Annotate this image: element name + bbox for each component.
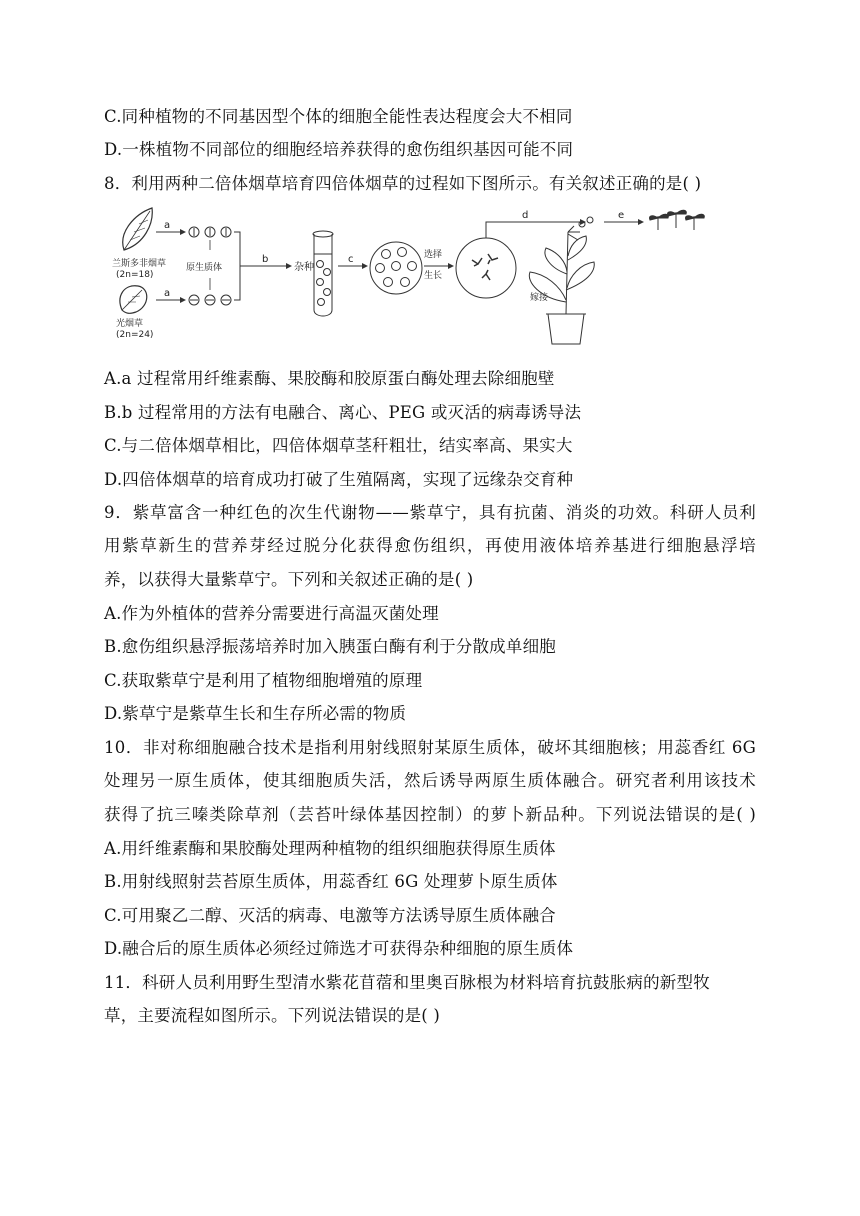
- q10-stem-line-2: 处理另一原生质体，使其细胞质失活，然后诱导两原生质体融合。研究者利用该技术: [104, 771, 756, 790]
- test-tube-icon: [313, 231, 333, 316]
- protoplasts-top: [189, 227, 231, 237]
- step-a-bottom: a: [164, 288, 171, 299]
- protoplasts-bottom: [189, 295, 231, 305]
- line-d-option-prev: D.一株植物不同部位的细胞经培养获得的愈伤组织基因可能不同: [104, 140, 574, 159]
- plate-icon: [456, 238, 516, 298]
- q8-option-d: D.四倍体烟草的培育成功打破了生殖隔离，实现了远缘杂交育种: [104, 470, 574, 489]
- step-d: d: [522, 210, 529, 221]
- q11-stem-line-2: 草，主要流程如图所示。下列说法错误的是( ): [104, 1006, 441, 1025]
- q9-option-d: D.紫草宁是紫草生长和生存所必需的物质: [104, 704, 407, 723]
- step-e: e: [618, 210, 625, 221]
- q9-option-a: A.作为外植体的营养分需要进行高温灭菌处理: [104, 604, 439, 623]
- q9-option-c: C.获取紫草宁是利用了植物细胞增殖的原理: [104, 671, 423, 690]
- protoplast-label: 原生质体: [186, 263, 223, 273]
- q10-stem-line-1: 10．非对称细胞融合技术是指利用射线照射某原生质体，破坏其细胞核；用蕊香红 6G: [104, 738, 756, 757]
- q9-stem-line-1: 9．紫草富含一种红色的次生代谢物——紫草宁，具有抗菌、消炎的功效。科研人员利: [104, 503, 756, 522]
- seedlings-icon: [649, 210, 704, 230]
- q9-stem-line-3: 养，以获得大量紫草宁。下列和关叙述正确的是( ): [104, 570, 474, 589]
- q11-stem-line-1: 11．科研人员利用野生型清水紫花苜蓿和里奥百脉根为材料培育抗鼓胀病的新型牧: [104, 973, 710, 992]
- culture-dish-icon: [370, 242, 422, 294]
- q9-option-b: B.愈伤组织悬浮振荡培养时加入胰蛋白酶有利于分散成单细胞: [104, 637, 556, 656]
- hybrid-label: 杂种: [294, 262, 314, 273]
- step-c: c: [348, 254, 354, 265]
- plant2-chrom: (2n=24): [116, 330, 154, 340]
- plant2-name: 光烟草: [116, 319, 144, 329]
- q8-option-b: B.b 过程常用的方法有电融合、离心、PEG 或灭活的病毒诱导法: [104, 403, 582, 422]
- q9-stem-line-2: 用紫草新生的营养芽经过脱分化获得愈伤组织，再使用液体培养基进行细胞悬浮培: [104, 536, 756, 555]
- potted-plant-icon: [529, 217, 594, 344]
- plant1-name: 兰斯多非烟草: [112, 259, 167, 269]
- q10-option-a: A.用纤维素酶和果胶酶处理两种植物的组织细胞获得原生质体: [104, 839, 556, 858]
- step-b: b: [262, 254, 269, 265]
- question-8-stem: 8．利用两种二倍体烟草培育四倍体烟草的过程如下图所示。有关叙述正确的是( ): [104, 174, 702, 193]
- q10-option-c: C.可用聚乙二醇、灭活的病毒、电激等方法诱导原生质体融合: [104, 906, 556, 925]
- leaf-icon-2: [120, 286, 147, 314]
- leaf-icon-1: [123, 208, 152, 250]
- graft-label: 嫁接: [530, 293, 549, 303]
- q10-stem-line-3: 获得了抗三嗪类除草剂（芸苔叶绿体基因控制）的萝卜新品种。下列说法错误的是( ): [104, 805, 756, 824]
- q8-option-c: C.与二倍体烟草相比，四倍体烟草茎秆粗壮，结实率高、果实大: [104, 436, 573, 455]
- select-label-1: 选择: [424, 250, 443, 260]
- q10-option-d: D.融合后的原生质体必须经过筛选才可获得杂种细胞的原生质体: [104, 939, 574, 958]
- plant1-chrom: (2n=18): [116, 270, 154, 280]
- tobacco-breeding-diagram: [110, 202, 750, 352]
- step-a-top: a: [164, 220, 171, 231]
- q8-option-a: A.a 过程常用纤维素酶、果胶酶和胶原蛋白酶处理去除细胞壁: [104, 369, 555, 388]
- q10-option-b: B.用射线照射芸苔原生质体，用蕊香红 6G 处理萝卜原生质体: [104, 872, 558, 891]
- select-label-2: 生长: [424, 271, 443, 281]
- line-c-option-prev: C.同种植物的不同基因型个体的细胞全能性表达程度会大不相同: [104, 107, 573, 126]
